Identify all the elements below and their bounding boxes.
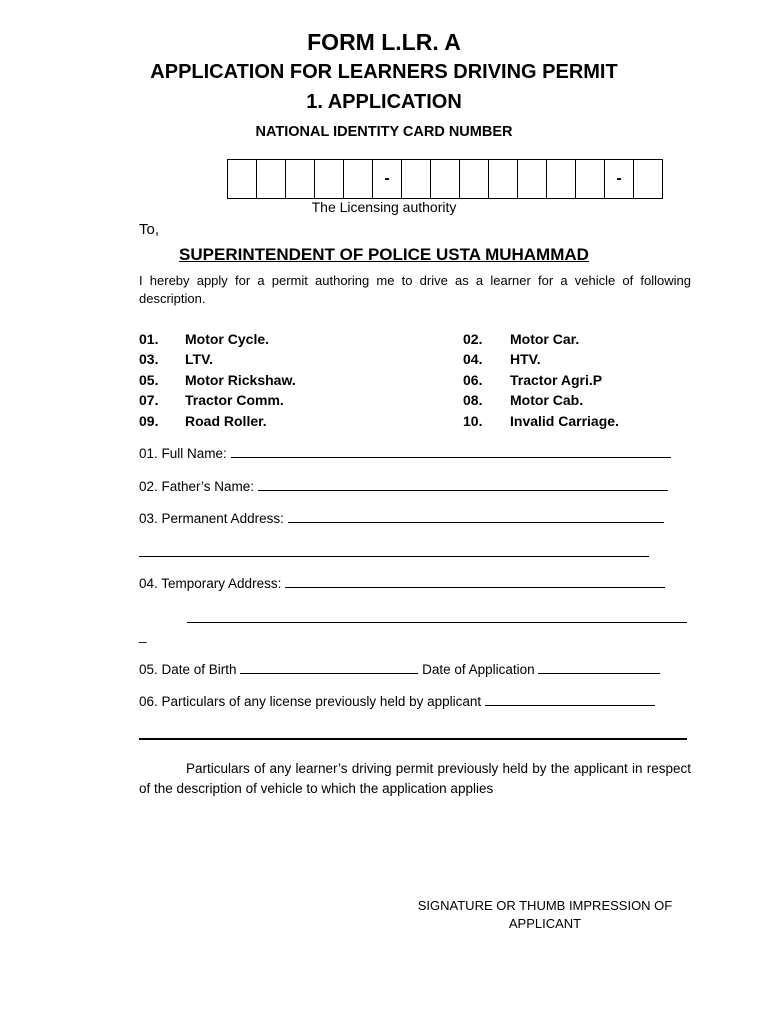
nic-cell[interactable] [286, 160, 315, 198]
vehicle-name: HTV. [510, 351, 541, 367]
vehicle-no: 09. [139, 413, 159, 429]
nic-cell[interactable] [634, 160, 663, 198]
permanent-address-field[interactable] [139, 511, 664, 526]
previous-license-field[interactable] [139, 694, 655, 709]
vehicle-no: 02. [463, 331, 483, 347]
nic-cell[interactable] [576, 160, 605, 198]
particulars-paragraph: Particulars of any learner’s driving permit previously held by the applicant in respect of the description of vehicle to which the application applies [139, 761, 691, 796]
addressee: SUPERINTENDENT OF POLICE USTA MUHAMMAD [179, 245, 589, 264]
vehicle-no: 08. [463, 392, 483, 408]
signature-line-1: SIGNATURE OR THUMB IMPRESSION OF [417, 898, 673, 913]
vehicle-name: Motor Car. [510, 331, 580, 347]
vehicle-name: Invalid Carriage. [510, 413, 619, 429]
vehicle-no: 10. [463, 413, 483, 429]
vehicle-name: Tractor Agri.P [510, 372, 603, 388]
vehicle-name: Motor Cab. [510, 392, 584, 408]
previous-license-label: 06. Particulars of any license previously held by applicant [139, 694, 482, 709]
vehicle-name: Motor Rickshaw. [185, 372, 296, 388]
temporary-address-line-2[interactable] [187, 622, 687, 623]
father-name-label: 02. Father’s Name: [139, 479, 255, 494]
vehicle-name: Tractor Comm. [185, 392, 284, 408]
nic-cell[interactable] [315, 160, 344, 198]
nic-separator: - [605, 160, 634, 198]
form-title: APPLICATION FOR LEARNERS DRIVING PERMIT [150, 61, 618, 83]
nic-cell[interactable] [460, 160, 489, 198]
nic-separator: - [373, 160, 402, 198]
vehicle-no: 06. [463, 372, 483, 388]
previous-license-line[interactable] [485, 695, 655, 706]
permanent-address-line[interactable] [288, 512, 664, 523]
vehicle-no: 01. [139, 331, 159, 347]
vehicle-name: Motor Cycle. [185, 331, 270, 347]
intro-paragraph: I hereby apply for a permit authoring me to drive as a learner for a vehicle of following description. [139, 273, 691, 306]
to-label: To, [139, 221, 160, 238]
full-name-label: 01. Full Name: [139, 446, 227, 461]
date-of-application-label: Date of Application [422, 662, 535, 677]
continuation-dash: _ [139, 628, 147, 643]
signature-block [380, 897, 710, 933]
nic-cell[interactable] [489, 160, 518, 198]
nic-cell[interactable] [547, 160, 576, 198]
previous-license-line-2[interactable] [139, 738, 687, 740]
permanent-address-label: 03. Permanent Address: [139, 511, 284, 526]
vehicle-name: LTV. [185, 351, 214, 367]
licensing-authority: The Licensing authority [311, 199, 457, 215]
nic-label: NATIONAL IDENTITY CARD NUMBER [255, 124, 513, 140]
temporary-address-line[interactable] [285, 577, 665, 588]
full-name-field[interactable] [139, 446, 671, 461]
vehicle-no: 07. [139, 392, 159, 408]
form-number: FORM L.LR. A [307, 29, 461, 55]
full-name-line[interactable] [231, 447, 671, 458]
vehicle-no: 03. [139, 351, 159, 367]
dob-line[interactable] [240, 663, 418, 674]
nic-cell[interactable] [518, 160, 547, 198]
vehicle-name: Road Roller. [185, 413, 267, 429]
father-name-line[interactable] [258, 480, 668, 491]
nic-number-boxes[interactable] [227, 159, 663, 199]
permanent-address-line-2[interactable] [139, 556, 649, 557]
temporary-address-label: 04. Temporary Address: [139, 576, 282, 591]
nic-cell[interactable] [402, 160, 431, 198]
signature-line-2: APPLICANT [508, 916, 582, 931]
vehicle-no: 04. [463, 351, 483, 367]
nic-cell[interactable] [431, 160, 460, 198]
vehicle-no: 05. [139, 372, 159, 388]
father-name-field[interactable] [139, 479, 668, 494]
dates-field[interactable] [139, 662, 660, 677]
date-of-application-line[interactable] [538, 663, 660, 674]
nic-cell[interactable] [228, 160, 257, 198]
dob-label: 05. Date of Birth [139, 662, 237, 677]
section-heading: 1. APPLICATION [306, 91, 462, 113]
nic-cell[interactable] [344, 160, 373, 198]
temporary-address-field[interactable] [139, 576, 665, 591]
nic-cell[interactable] [257, 160, 286, 198]
